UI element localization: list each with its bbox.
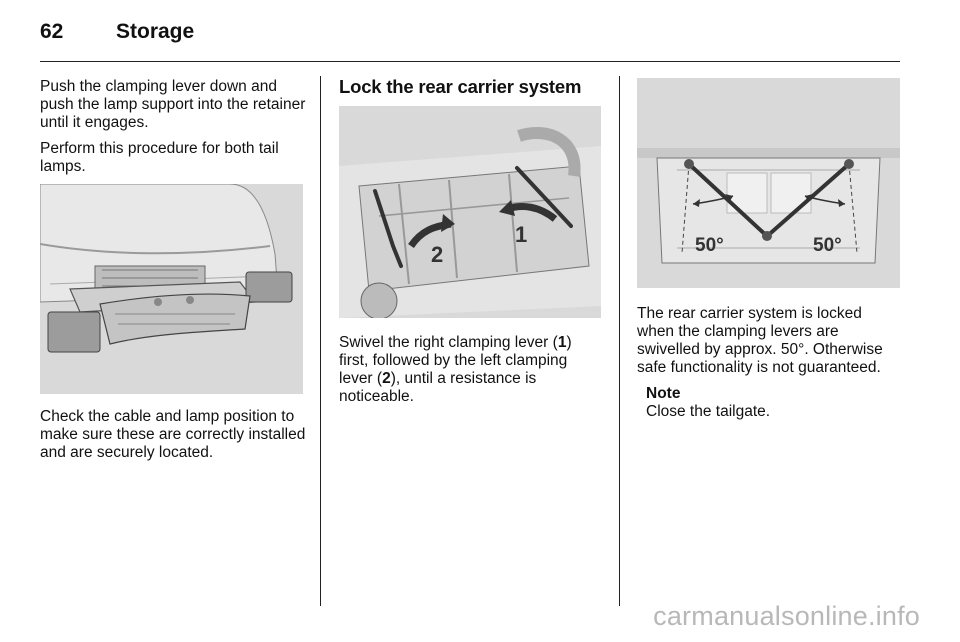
text-swivel-end: ), until a resistance is noticeable. (339, 370, 537, 405)
heading-lock-carrier: Lock the rear carrier system (339, 76, 582, 97)
figure-angle-right: 50° (813, 235, 842, 256)
column-1 (40, 78, 306, 470)
text-swivel-middle: ) first, followed by the left clamping lever ( (339, 334, 572, 387)
paragraph-carrier-locked: The rear carrier system is locked when the clamping levers are swivelled by approx. 50°. Otherwise safe functionality is not guaranteed. (637, 305, 883, 376)
figure-angle-left: 50° (695, 235, 724, 256)
column-divider-right (619, 76, 620, 606)
column-2 (339, 78, 605, 414)
note-text: Close the tailgate. (646, 403, 771, 420)
paragraph-both-lamps: Perform this procedure for both tail lamps. (40, 140, 279, 175)
figure-lever-angles (637, 78, 900, 288)
figure-tail-lamp (40, 184, 303, 394)
note-label: Note (646, 385, 681, 402)
figure-clamping-levers (339, 106, 601, 318)
watermark: carmanualsonline.info (653, 601, 920, 631)
text-swivel-start: Swivel the right clamping lever ( (339, 334, 558, 351)
lever-number-1: 1 (557, 334, 567, 351)
paragraph-push-lever: Push the clamping lever down and push the lamp support into the retainer until it engages. (40, 78, 306, 131)
note-block (646, 385, 903, 421)
paragraph-check-cable: Check the cable and lamp position to make sure these are correctly installed and are securely located. (40, 408, 306, 461)
figure-label-1: 1 (515, 222, 528, 247)
lever-number-2: 2 (382, 370, 391, 387)
figure-label-2: 2 (431, 242, 444, 267)
column-3 (637, 78, 903, 421)
column-divider-left (320, 76, 321, 606)
header-rule (40, 61, 900, 62)
paragraph-swivel-levers (339, 334, 605, 406)
section-title: Storage (116, 20, 195, 43)
page-number: 62 (40, 20, 64, 43)
